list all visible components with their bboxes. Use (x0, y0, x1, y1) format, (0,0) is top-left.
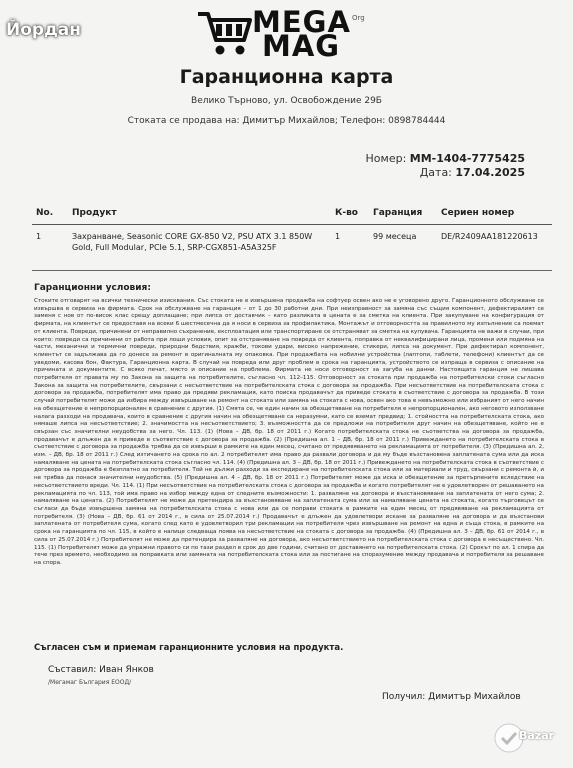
cell-qty: 1 (335, 232, 341, 241)
compiled-by-company: /Мегамаг България ЕООД/ (48, 679, 132, 686)
cell-product: Захранване, Seasonic CORE GX-850 V2, PSU ATX 3.1 850W Gold, Full Modular, PCIe 5.1, SRP-CGX851-A5A325F (72, 232, 313, 252)
table-bottom-divider (32, 270, 552, 271)
col-header-product: Продукт (68, 200, 331, 225)
logo-reg-mark: Org (352, 14, 365, 22)
table-row (32, 225, 552, 260)
document-date (420, 166, 525, 179)
terms-text: Стоките отговарят на всички технически изисквания. Със стоката не е извършена продажба на софтуер освен ако не е уговорено друго. Гаранционното обслужване се извършва в сервиза на фирмата. Срок на обслужване на гаранция – от 1 до 30 работни дни. При неизправност за замяна със същия компонент, дефектиралият се заменя с нов от по-висок клас срещу доплащане; при липса от доставчик – като разликата в цената е за сметка на клиента. При закупуване на конфигурация от фирмата, на клиентът се предоставя на всеки 6 шестмесечна да я носи в сервиза за профилактика. Монтажът и отговорността за правилното му изпълнение са поемат от клиента. Повреди, причинени от неправилно съхранение, експлоатация или транспортиране се отстраняват за сметка на купувача. Гаранцията не важи в случаи, при които: повреди са причинени от работа при лоши условия, опит за отстраняване на повреда от клиента, поправка от неквалифицирани лица, промени или подмяна на части, механични и термични повреди, природни бедствия, кражби, токови удари, високо напрежение, стикери, липса на документ. При дефектирал компонент, клиентът се задължава да го донесе за ремонт в оригиналната му опаковка. При продажбата на нобилни устройства (лаптопи, таблети, телефони) клиентът да се уведоми, касова бон, Фактура, Гаранционна карта. В случай на повреда или друг проблем в срока на гаранцията, устройството се изпраща в сервиза с описание на причината и документите. С всяко печат, място и описание на проблема. Фирмата не носи отговорност за загуба на данни. Настоящата гаранция не лишава потребителя от правата му по Закона за защита на потребителите, съгласно чл. 112–115. Отговорност за стоката при продажба на потребителски стоки съгласно Закона за защита на потребителите, свързани с несъответствие на потребителската стока с договора за продажба. При несъответствие на потребителската стока с договора за продажба, потребителят има право да предяви рекламация, като поиска продавачът да приведе стоката в съответствие с договора за продажба. В този случай потребителят може да избира между извършване на ремонт на стоката или замяна на стоката с нова, освен ако това е невъзможно или избраният от него начин на обезщетение е непропорционален в сравнение с другия. (1) Смята се, че един начин за обезщетяване на потребителя е непропорционален, ако неговото използване налага разходи на продавача, които в сравнение с другия начин на обезщетяване са неразумни, като се вземат предвид: 1. стойността на потребителската стока, ако нямаше липса на несъответствие; 2. значимостта на несъответствието; 3. възможността да се предложи на потребителя друг начин на обезщетяване, който не е свързан със значителни неудобства за него. Чл. 113. (1) (Нова – ДВ, бр. 18 от 2011 г.) Когато потребителската стока не съответства на договора за продажба, продавачът е длъжен да я приведе в съответствие с договора за продажба. (2) (Предишна ал. 1 – ДВ, бр. 18 от 2011 г.) Привеждането на потребителската стока в съответствие с договора за продажба трябва да се извърши в рамките на един месец, считано от предявяването на рекламацията от потребителя. (3) (Предишна ал. 2, изм. – ДВ, бр. 18 от 2011 г.) След изтичането на срока по ал. 2 потребителят има право да развали договора и да му бъде възстановена заплатената сума или да иска намаляване на цената на потребителската стока съгласно чл. 114. (4) (Предишна ал. 3 – ДВ, бр. 18 от 2011 г.) Привеждането на потребителската стока в съответствие с договора за продажба е безплатно за потребителя. Той не дължи разходи за експедиране на потребителската стока или за материали и труд, свързани с ремонта ѝ, и не трябва да понася значителни неудобства. (5) (Предишна ал. 4 – ДВ, бр. 18 от 2011 г.) Потребителят може да иска и обезщетение за претърпените вследствие на несъответствието вреди. Чл. 114. (1) При несъответствие на потребителската стока с договора за продажба и когато потребителят не е удовлетворен от решаването на рекламацията по чл. 113, той има право на избор между една от следните възможности: 1. разваляне на договора и възстановяване на заплатената от него сума; 2. намаляване на цената. (2) Потребителят не може да претендира за възстановяване на заплатената сума или за намаляване цената на стоката, когато търговецът се съгласи да бъде извършена замяна на потребителската стока с нова или да се поправи стоката в рамките на един месец от предявяване на рекламацията от потребителя. (3) (Нова – ДВ, бр. 61 от 2014 г., в сила от 25.07.2014 г.) Продавачът е длъжен да удовлетвори искане за разваляне на договора и да възстанови заплатената от потребителя сума, когато след като е удовлетворил три рекламации на потребителя чрез извършване на ремонт на една и съща стока, в рамките на срока на гаранцията по чл. 115, в който е налице следваща поява на несъответствие на стоката с договора за продажба. (4) (Предишна ал. 3 – ДВ, бр. 61 от 2014 г., в сила от 25.07.2014 г.) Потребителят не може да претендира за разваляне на договора, ако несъответствието на потребителската стока с договора е несъществено. Чл. 115. (1) Потребителят може да упражни правото си по тази раздел в срок до две години, считано от доставянето на потребителската стока. (2) Срокът по ал. 1 спира да тече през времето, необходимо за поправката или замяната на потребителската стока или за постигане на споразумение между продавача и потребителя за решаване на спора. (34, 298, 544, 566)
table-header-row (32, 200, 552, 225)
shopping-cart-icon (196, 8, 254, 58)
document-date-label: Дата: (419, 166, 452, 179)
watermark-text: Йордан (6, 20, 82, 40)
seller-info: Стоката се продава на: Димитър Михайлов; Телефон: 0898784444 (127, 116, 446, 126)
col-header-no: No. (32, 200, 68, 225)
bazar-watermark-logo (493, 718, 563, 758)
document-number-label: Номер: (365, 152, 407, 165)
document-title: Гаранционна карта (179, 66, 394, 88)
col-header-serial: Сериен номер (437, 200, 552, 225)
col-header-warranty: Гаранция (369, 200, 437, 225)
agreement-statement: Съгласен съм и приемам гаранционните условия на продукта. (34, 643, 344, 653)
megamag-logo (196, 5, 366, 63)
terms-title: Гаранционни условия: (34, 283, 151, 293)
document-number (366, 152, 525, 165)
document-date-value: 17.04.2025 (455, 166, 525, 179)
store-address: Велико Търново, ул. Освобождение 29Б (191, 96, 382, 106)
document-number-value: MM-1404-7775425 (409, 152, 525, 165)
received-by: Получил: Димитър Михайлов (382, 692, 521, 702)
items-table (32, 200, 552, 259)
logo-text-mag: MAG (262, 29, 341, 63)
compiled-by: Съставил: Иван Янков (48, 665, 154, 675)
cell-warranty: 99 месеца (373, 232, 417, 241)
bazar-text: Bazar (519, 729, 555, 742)
cell-no: 1 (36, 232, 42, 241)
col-header-qty: К-во (331, 200, 369, 225)
cell-serial: DE/R2409AA181220613 (441, 232, 538, 241)
logo-text-mega: MEGA (252, 5, 351, 39)
